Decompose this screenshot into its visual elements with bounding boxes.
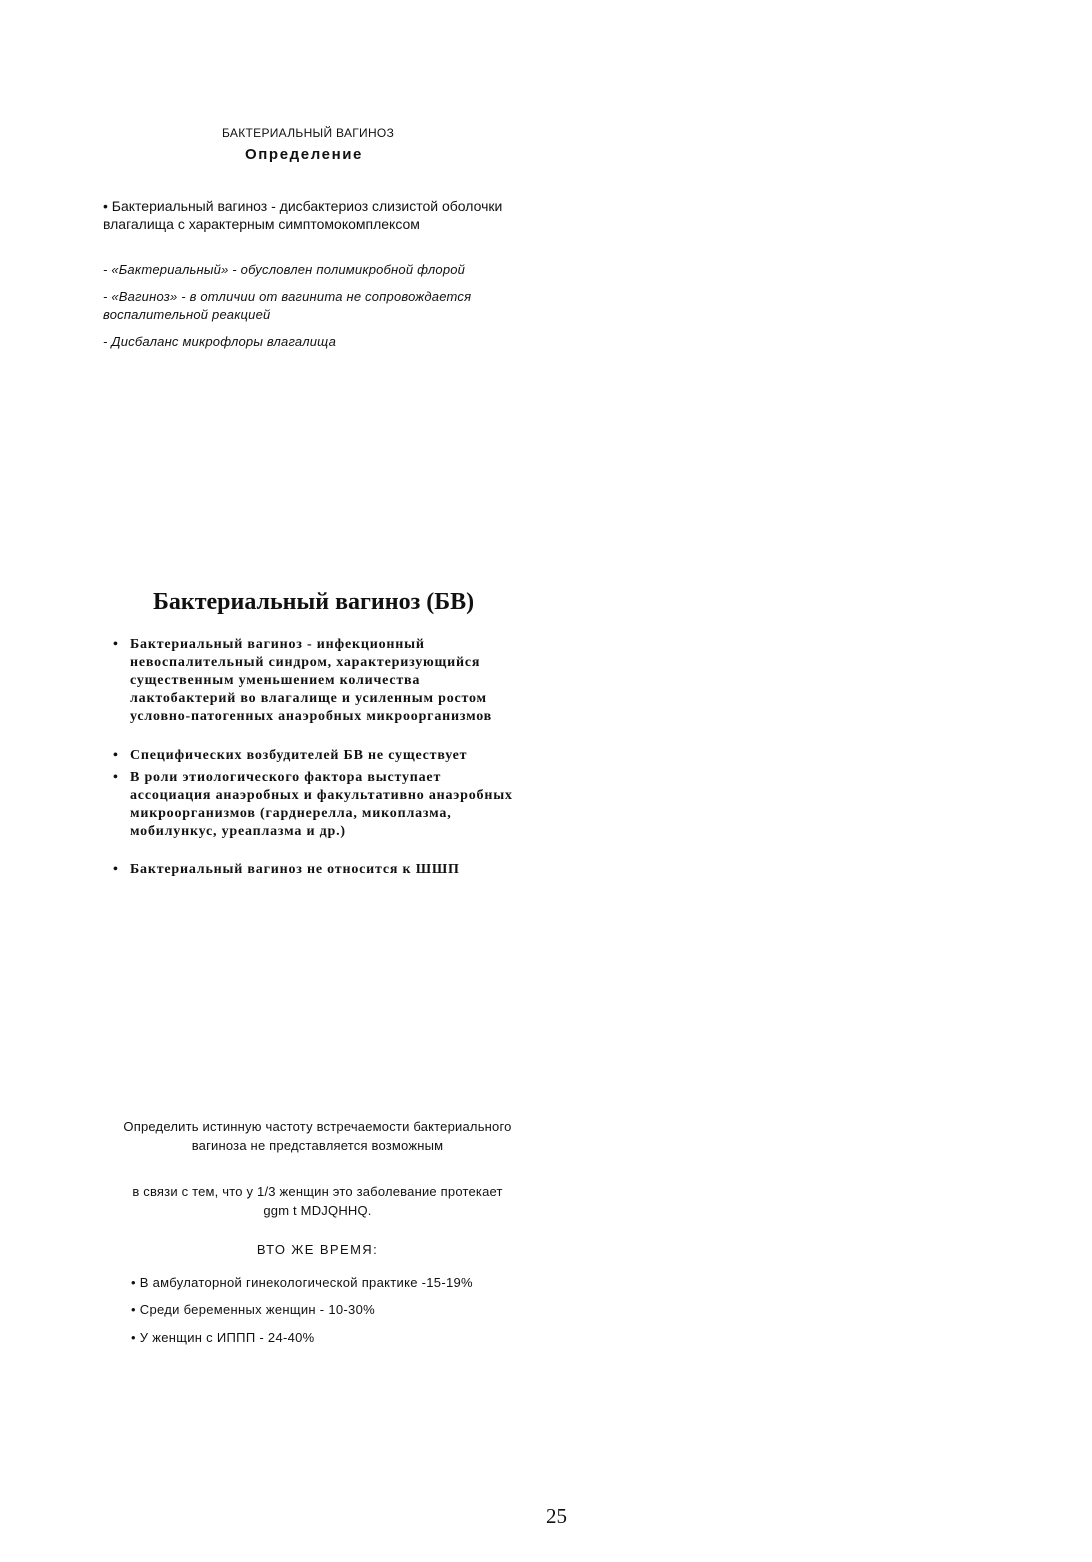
page-number: 25	[546, 1504, 567, 1528]
section2-title: Бактериальный вагиноз (БВ)	[153, 589, 475, 615]
bullet-icon: •	[113, 748, 119, 763]
section1-italic-item: - «Вагиноз» - в отличии от вагинита не сопровождается воспалительной реакцией	[103, 289, 472, 322]
section3-paragraph: в связи с тем, что у 1/3 женщин это заболевание протекает ggm t MDJQHHQ.	[132, 1184, 503, 1218]
bullet-icon: •	[113, 862, 119, 877]
section2-bullet	[113, 636, 523, 726]
section1-italic-item: - «Бактериальный» - обусловлен полимикробной флорой	[103, 262, 466, 277]
section1-supertitle: БАКТЕРИАЛЬНЫЙ ВАГИНОЗ	[222, 126, 395, 140]
section2-bullet	[113, 861, 523, 879]
section1-italic-item: - Дисбаланс микрофлоры влагалища	[103, 334, 336, 349]
section2-bullet-text: В роли этиологического фактора выступает ассоциация анаэробных и факультативно анаэробных микроорганизмов (гарднерелла, микоплазма, мобилункус, уреаплазма и др.)	[130, 770, 513, 839]
section3-bullet: • В амбулаторной гинекологической практике -15-19%	[131, 1275, 473, 1290]
section2-bullet	[113, 747, 523, 765]
section2-bullet	[113, 769, 523, 841]
section1-title: Определение	[245, 146, 363, 163]
section1-main-bullet: • Бактериальный вагиноз - дисбактериоз слизистой оболочки влагалища с характерным симптомокомплексом	[103, 198, 503, 232]
section2-bullet-text: Бактериальный вагиноз не относится к ШШП	[130, 862, 460, 877]
section2-bullet-text: Бактериальный вагиноз - инфекционный невоспалительный синдром, характеризующийся существенным уменьшением количества лактобактерий во влагалище и усиленным ростом условно-патогенных анаэробных микроорганизмов	[130, 637, 493, 724]
section3-bullet: • У женщин с ИППП - 24-40%	[131, 1330, 315, 1345]
bullet-icon: •	[113, 770, 119, 785]
section3-bullet: • Среди беременных женщин - 10-30%	[131, 1302, 375, 1317]
section2-bullet-text: Специфических возбудителей БВ не существует	[130, 748, 468, 763]
bullet-icon: •	[113, 637, 119, 652]
section3-paragraph: Определить истинную частоту встречаемости бактериального вагиноза не представляется возможным	[123, 1119, 512, 1153]
section3-heading: ВТО ЖЕ ВРЕМЯ:	[256, 1242, 379, 1257]
